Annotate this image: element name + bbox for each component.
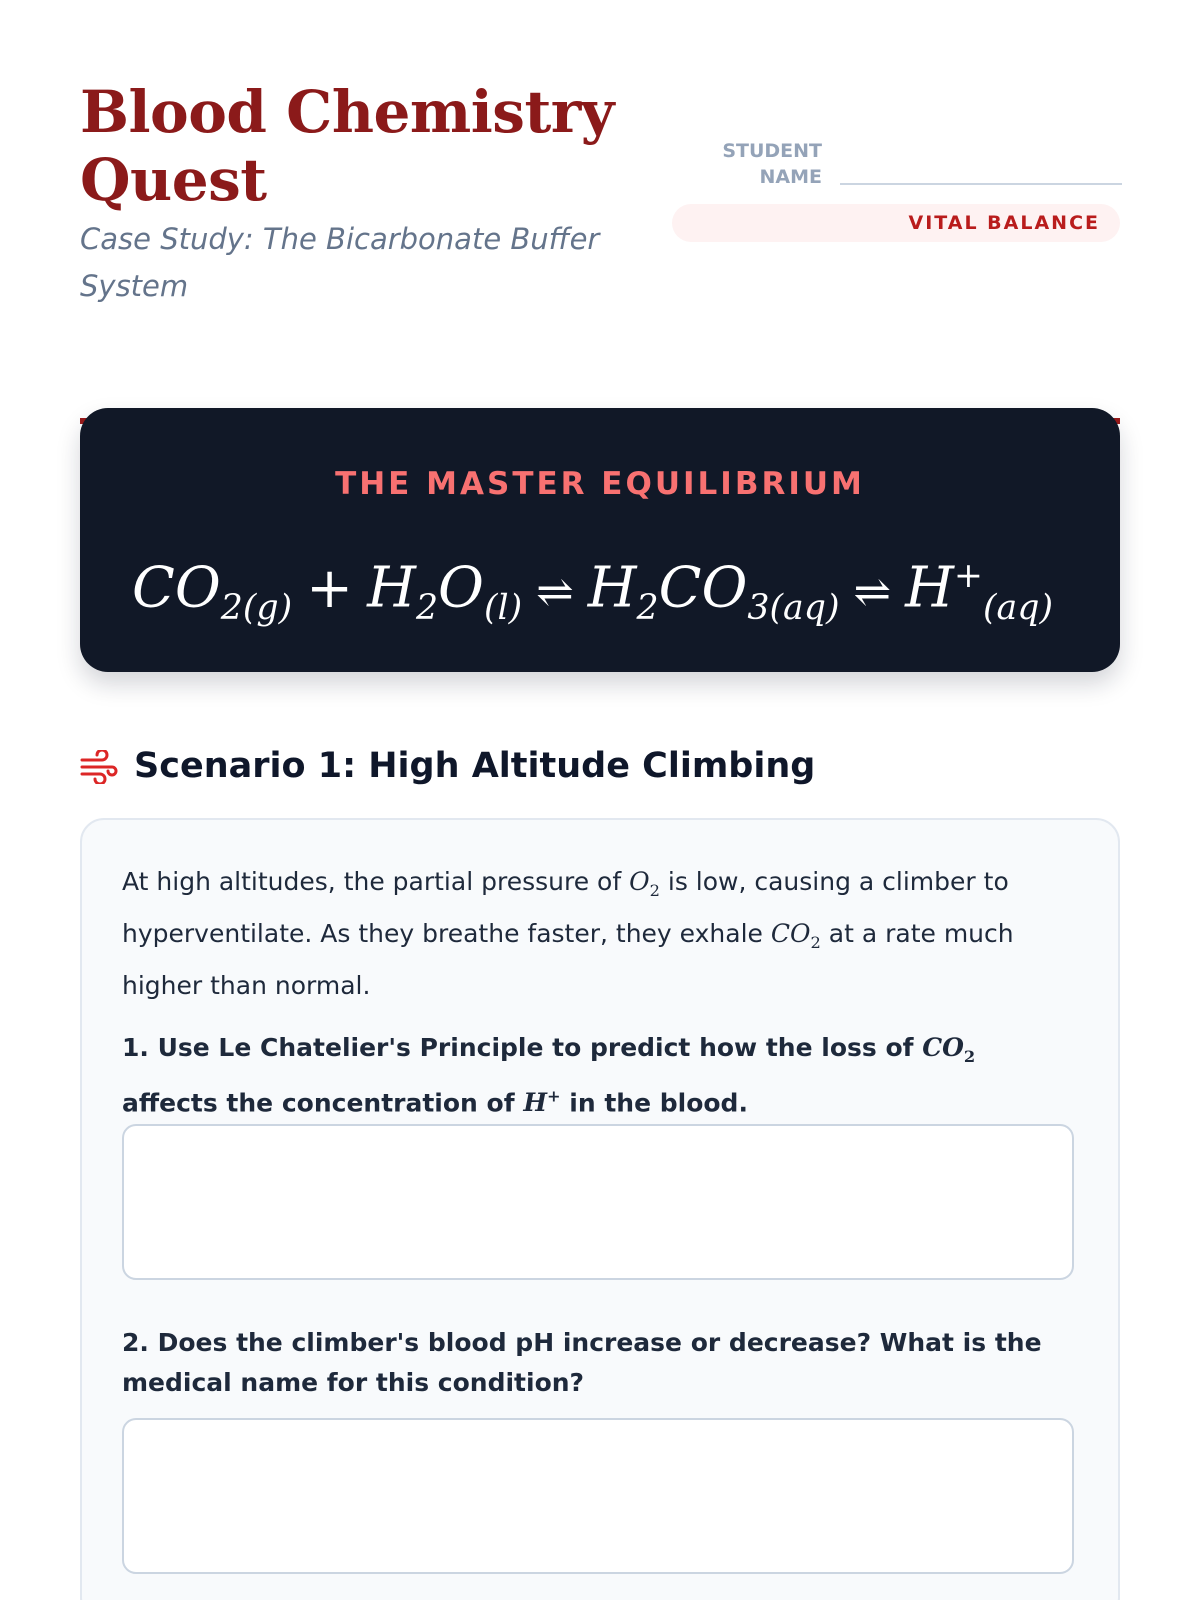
badge-label: VITAL BALANCE: [908, 212, 1100, 234]
equilibrium-label: THE MASTER EQUILIBRIUM: [335, 466, 865, 502]
question-2: 2. Does the climber's blood pH increase or decrease? What is the medical name for this condition?: [122, 1328, 1042, 1397]
student-name-input[interactable]: [840, 183, 1122, 185]
page-title: Blood Chemistry Quest: [80, 78, 615, 214]
master-equilibrium-card: [80, 408, 1120, 672]
scenario-intro: At high altitudes, the partial pressure of $O_2$ is low, causing a climber to hyperventilate. As they breathe faster, they exhale $CO_2$ at a rate much higher than normal.: [122, 867, 1014, 1000]
vital-balance-badge: [672, 204, 1120, 242]
scenario-1-card: [80, 818, 1120, 1600]
scenario-title: Scenario 1: High Altitude Climbing: [134, 746, 816, 786]
worksheet-header: [80, 78, 1120, 348]
student-name-label: STUDENT NAME: [722, 140, 822, 188]
question-1: 1. Use Le Chatelier's Principle to predict how the loss of $CO_2$ affects the concentration of H+ in the blood.: [122, 1033, 976, 1118]
answer-1-textarea[interactable]: [122, 1124, 1074, 1280]
equilibrium-equation: $CO_{2(g)} + H_2O_{(l)}$ ⇌ $H_2CO_{3(aq)}$ ⇌ $H^+_{(aq)}$: [132, 555, 1054, 628]
worksheet-page: [80, 0, 1120, 1600]
wind-icon: [80, 750, 118, 784]
student-name-field: [672, 138, 1120, 190]
page-subtitle: Case Study: The Bicarbonate Buffer System: [80, 222, 600, 303]
answer-2-textarea[interactable]: [122, 1418, 1074, 1574]
scenario-1-heading: [80, 740, 1120, 792]
